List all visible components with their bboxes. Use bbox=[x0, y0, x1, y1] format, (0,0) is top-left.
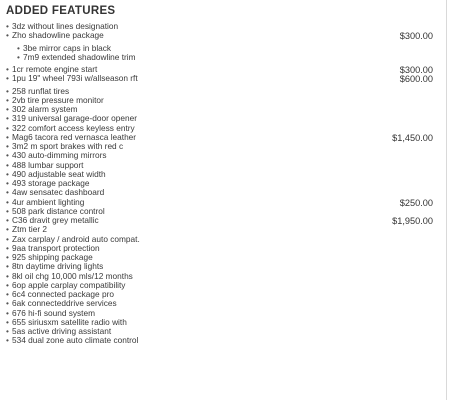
feature-price: $300.00 bbox=[399, 65, 433, 75]
feature-label: 8tn daytime driving lights bbox=[12, 261, 104, 272]
feature-price: $600.00 bbox=[399, 74, 433, 85]
bullet-icon: • bbox=[6, 73, 9, 84]
bullet-icon: • bbox=[6, 187, 9, 198]
feature-label: 2vb tire pressure monitor bbox=[12, 94, 104, 105]
feature-label: C36 dravit grey metallic bbox=[12, 215, 99, 225]
feature-label: 1cr remote engine start bbox=[12, 64, 98, 74]
bullet-icon: • bbox=[6, 131, 9, 142]
feature-label: 430 auto-dimming mirrors bbox=[12, 150, 107, 161]
feature-label: 258 runflat tires bbox=[12, 85, 70, 96]
bullet-icon: • bbox=[6, 224, 9, 235]
feature-label: 3dz without lines designation bbox=[12, 21, 119, 31]
feature-label: 925 shipping package bbox=[12, 252, 93, 262]
feature-label: 676 hi-fi sound system bbox=[12, 307, 96, 318]
feature-label: Zax carplay / android auto compat. bbox=[12, 233, 140, 244]
bullet-icon: • bbox=[6, 159, 9, 170]
bullet-icon: • bbox=[6, 335, 9, 346]
bullet-icon: • bbox=[17, 51, 20, 62]
feature-label: 1pu 19" wheel 793i w/allseason rft bbox=[12, 73, 138, 84]
feature-price: $250.00 bbox=[399, 197, 433, 208]
feature-label: 4aw sensatec dashboard bbox=[12, 187, 105, 198]
bullet-icon: • bbox=[6, 178, 9, 188]
bullet-icon: • bbox=[6, 122, 9, 133]
feature-label: 488 lumbar support bbox=[12, 159, 84, 170]
bullet-icon: • bbox=[6, 215, 9, 225]
bullet-icon: • bbox=[6, 21, 9, 31]
feature-label: 534 dual zone auto climate control bbox=[12, 335, 139, 346]
bullet-icon: • bbox=[17, 42, 20, 53]
feature-label: 3be mirror caps in black bbox=[23, 42, 112, 53]
feature-label: 5as active driving assistant bbox=[12, 326, 112, 336]
bullet-icon: • bbox=[6, 270, 9, 281]
feature-label: 319 universal garage-door opener bbox=[12, 113, 138, 124]
feature-item bbox=[6, 216, 446, 225]
bullet-icon: • bbox=[6, 104, 9, 114]
feature-item bbox=[6, 74, 446, 83]
bullet-icon: • bbox=[6, 233, 9, 244]
bullet-icon: • bbox=[6, 168, 9, 179]
bullet-icon: • bbox=[6, 289, 9, 299]
bullet-icon: • bbox=[6, 307, 9, 318]
feature-label: 4ur ambient lighting bbox=[12, 196, 85, 207]
bullet-icon: • bbox=[6, 196, 9, 207]
feature-label: Mag6 tacora red vernasca leather bbox=[12, 131, 137, 142]
feature-label: 9aa transport protection bbox=[12, 242, 100, 253]
bullet-icon: • bbox=[6, 252, 9, 262]
bullet-icon: • bbox=[6, 30, 9, 41]
feature-label: 7m9 extended shadowline trim bbox=[23, 51, 136, 62]
feature-label: 3m2 m sport brakes with red c bbox=[12, 141, 124, 151]
feature-label: 6op apple carplay compatibility bbox=[12, 279, 126, 290]
bullet-icon: • bbox=[6, 205, 9, 216]
feature-price: $1,450.00 bbox=[392, 132, 433, 143]
bullet-icon: • bbox=[6, 64, 9, 74]
feature-label: 302 alarm system bbox=[12, 104, 78, 114]
bullet-icon: • bbox=[6, 150, 9, 161]
feature-label: 6c4 connected package pro bbox=[12, 289, 114, 299]
feature-label: 493 storage package bbox=[12, 178, 90, 188]
section-title: ADDED FEATURES bbox=[6, 5, 116, 17]
bullet-icon: • bbox=[6, 141, 9, 151]
feature-item bbox=[6, 336, 446, 345]
feature-list bbox=[6, 22, 446, 346]
bullet-icon: • bbox=[6, 113, 9, 124]
feature-label: 490 adjustable seat width bbox=[12, 168, 106, 179]
bullet-icon: • bbox=[6, 316, 9, 327]
feature-label: 508 park distance control bbox=[12, 205, 105, 216]
feature-label: Zho shadowline package bbox=[12, 30, 104, 41]
bullet-icon: • bbox=[6, 94, 9, 105]
bullet-icon: • bbox=[6, 85, 9, 96]
feature-price: $300.00 bbox=[399, 31, 433, 42]
feature-label: 322 comfort access keyless entry bbox=[12, 122, 135, 133]
feature-price: $1,950.00 bbox=[392, 216, 433, 226]
feature-label: 6ak connecteddrive services bbox=[12, 298, 117, 309]
bullet-icon: • bbox=[6, 326, 9, 336]
bullet-icon: • bbox=[6, 298, 9, 309]
feature-label: Ztm tier 2 bbox=[12, 224, 48, 235]
bullet-icon: • bbox=[6, 279, 9, 290]
sub-feature-item bbox=[6, 53, 446, 62]
bullet-icon: • bbox=[6, 242, 9, 253]
bullet-icon: • bbox=[6, 261, 9, 272]
feature-item bbox=[6, 31, 446, 40]
feature-label: 8kl oil chg 10,000 mls/12 months bbox=[12, 270, 133, 281]
feature-label: 655 siriusxm satellite radio with bbox=[12, 316, 127, 327]
